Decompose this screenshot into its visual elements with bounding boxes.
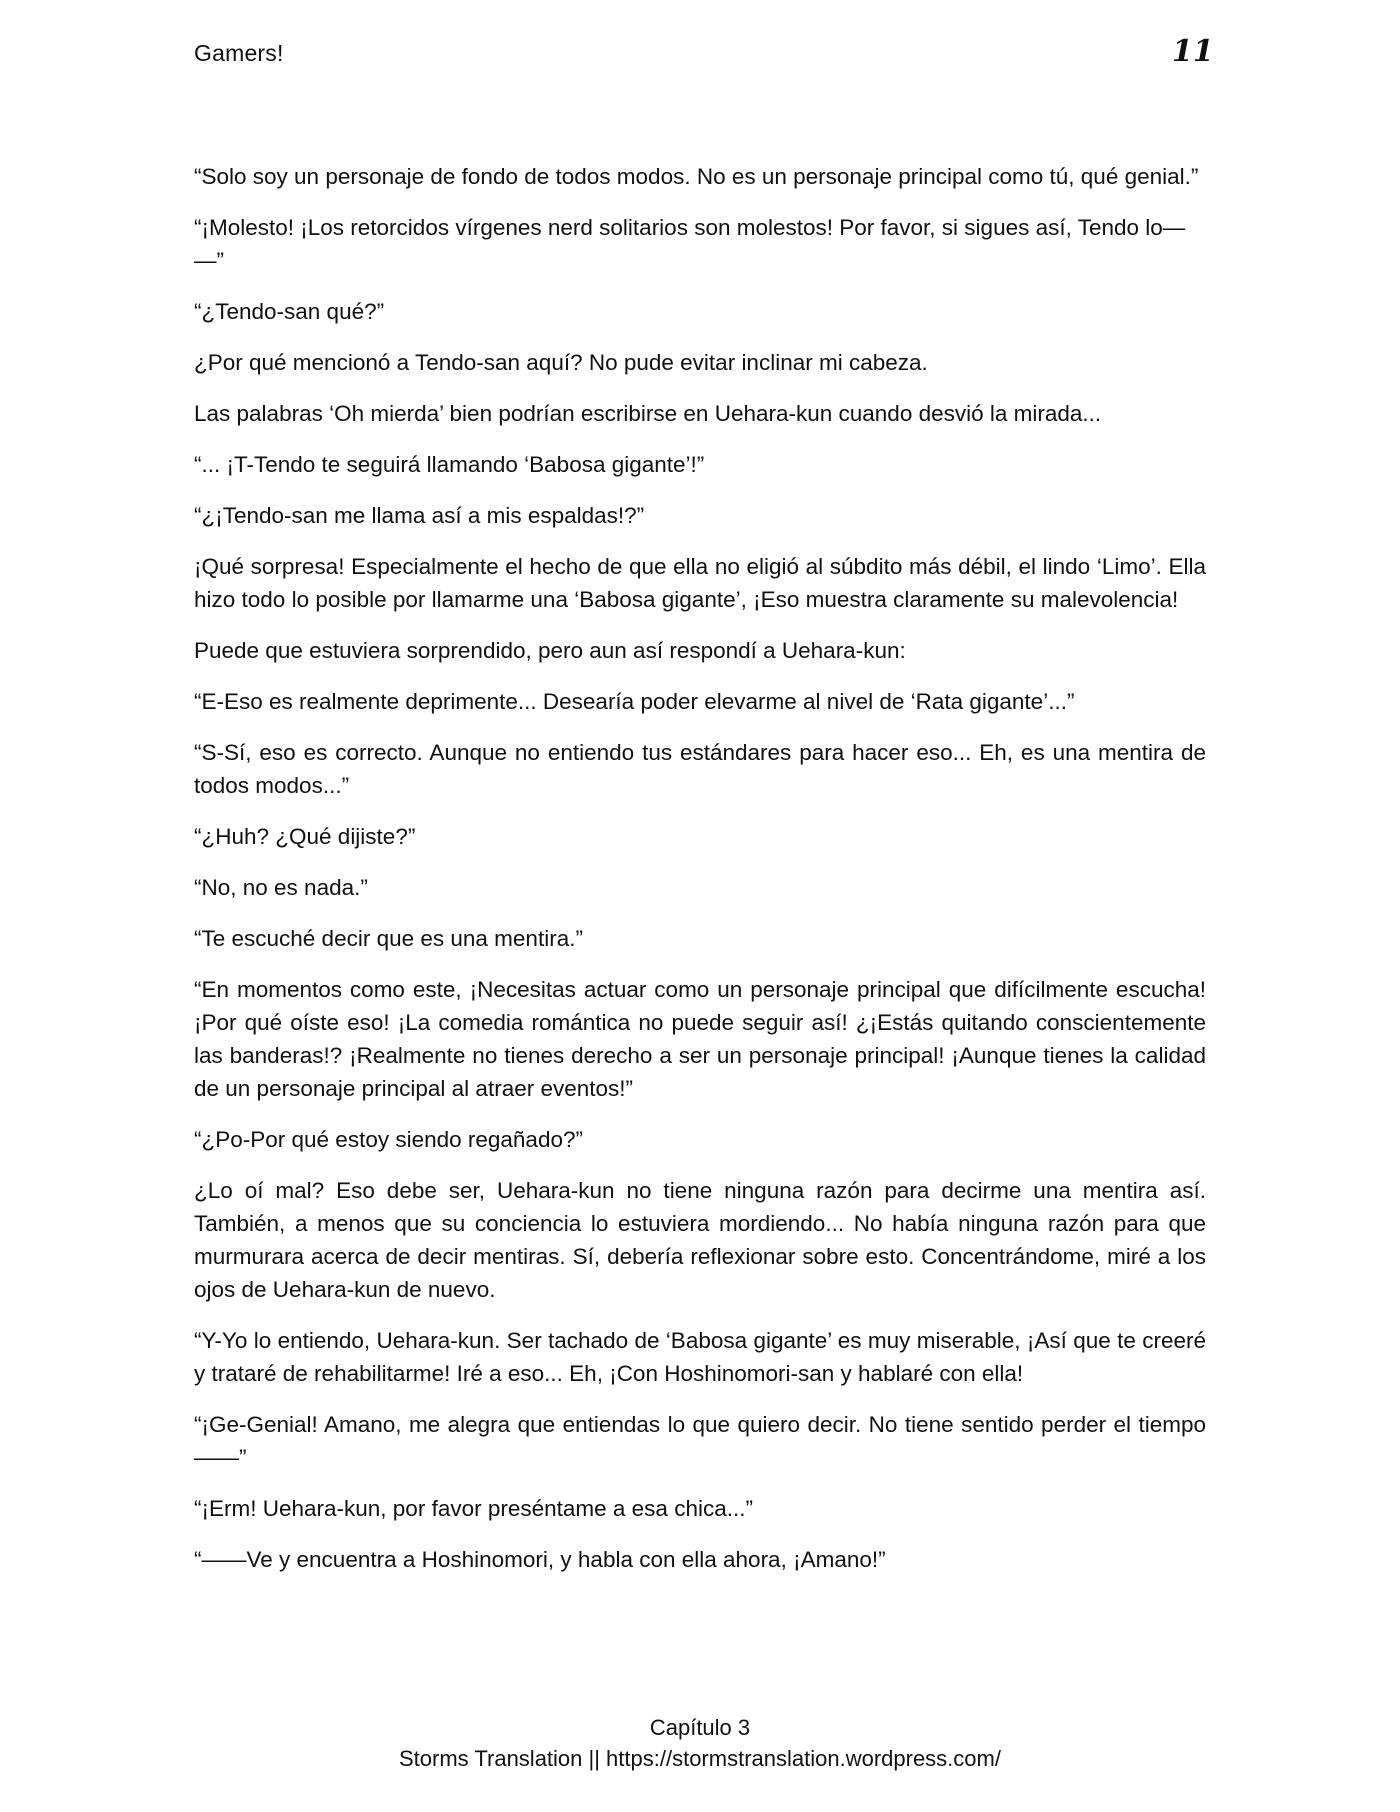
paragraph: “¡Molesto! ¡Los retorcidos vírgenes nerd solitarios son molestos! Por favor, si sigues así, Tendo lo— <box>194 215 1186 240</box>
paragraph: “¿Huh? ¿Qué dijiste?” <box>194 824 416 849</box>
paragraph: ¿Por qué mencionó a Tendo-san aquí? No pude evitar inclinar mi cabeza. <box>194 350 928 375</box>
paragraph: “¿Po-Por qué estoy siendo regañado?” <box>194 1127 583 1152</box>
paragraph: “¡Ge-Genial! Amano, me alegra que entiendas lo que quiero decir. No tiene sentido perder el tiempo——” <box>194 1412 1206 1470</box>
paragraph: “¿¡Tendo-san me llama así a mis espaldas!?” <box>194 503 645 528</box>
footer-chapter: Capítulo 3 <box>649 1715 751 1740</box>
body-text <box>194 160 1206 1594</box>
paragraph: “Y-Yo lo entiendo, Uehara-kun. Ser tachado de ‘Babosa gigante’ es muy miserable, ¡Así que te creeré y trataré de rehabilitarme! Iré a eso... Eh, ¡Con Hoshinomori-san y hablaré con ella! <box>194 1328 1206 1386</box>
paragraph: “Te escuché decir que es una mentira.” <box>194 926 583 951</box>
page-number: 11 <box>1172 34 1214 69</box>
paragraph: ¿Lo oí mal? Eso debe ser, Uehara-kun no tiene ninguna razón para decirme una mentira así. También, a menos que su conciencia lo estuviera mordiendo... No había ninguna razón para que murmurara acerca de decir mentiras. Sí, debería reflexionar sobre esto. Concentrándome, miré a los ojos de Uehara-kun de nuevo. <box>194 1178 1206 1302</box>
header-title: Gamers! <box>194 40 284 66</box>
paragraph: “Solo soy un personaje de fondo de todos modos. No es un personaje principal como tú, qué genial.” <box>194 164 1199 189</box>
footer-credit: Storms Translation || https://stormstranslation.wordpress.com/ <box>399 1746 1001 1771</box>
paragraph: “¿Tendo-san qué?” <box>194 299 385 324</box>
paragraph: “——Ve y encuentra a Hoshinomori, y habla con ella ahora, ¡Amano!” <box>194 1547 886 1572</box>
paragraph: “S-Sí, eso es correcto. Aunque no entiendo tus estándares para hacer eso... Eh, es una mentira de todos modos...” <box>194 740 1206 798</box>
paragraph: “En momentos como este, ¡Necesitas actuar como un personaje principal que difícilmente escucha! ¡Por qué oíste eso! ¡La comedia romántica no puede seguir así! ¿¡Estás quitando conscientemente las banderas!? ¡Realmente no tienes derecho a ser un personaje principal! ¡Aunque tienes la calidad de un personaje principal al atraer eventos!” <box>194 977 1206 1101</box>
paragraph: Las palabras ‘Oh mierda’ bien podrían escribirse en Uehara-kun cuando desvió la mirada... <box>194 401 1102 426</box>
page-footer <box>0 1712 1400 1774</box>
paragraph: ¡Qué sorpresa! Especialmente el hecho de que ella no eligió al súbdito más débil, el lindo ‘Limo’. Ella hizo todo lo posible por llamarme una ‘Babosa gigante’, ¡Eso muestra claramente su malevolencia! <box>194 554 1206 612</box>
paragraph: —” <box>194 248 224 273</box>
paragraph: “... ¡T-Tendo te seguirá llamando ‘Babosa gigante’!” <box>194 452 705 477</box>
paragraph: Puede que estuviera sorprendido, pero aun así respondí a Uehara-kun: <box>194 638 906 663</box>
paragraph: “E-Eso es realmente deprimente... Desearía poder elevarme al nivel de ‘Rata gigante’...” <box>194 689 1075 714</box>
paragraph: “¡Erm! Uehara-kun, por favor preséntame a esa chica...” <box>194 1496 753 1521</box>
paragraph: “No, no es nada.” <box>194 875 368 900</box>
